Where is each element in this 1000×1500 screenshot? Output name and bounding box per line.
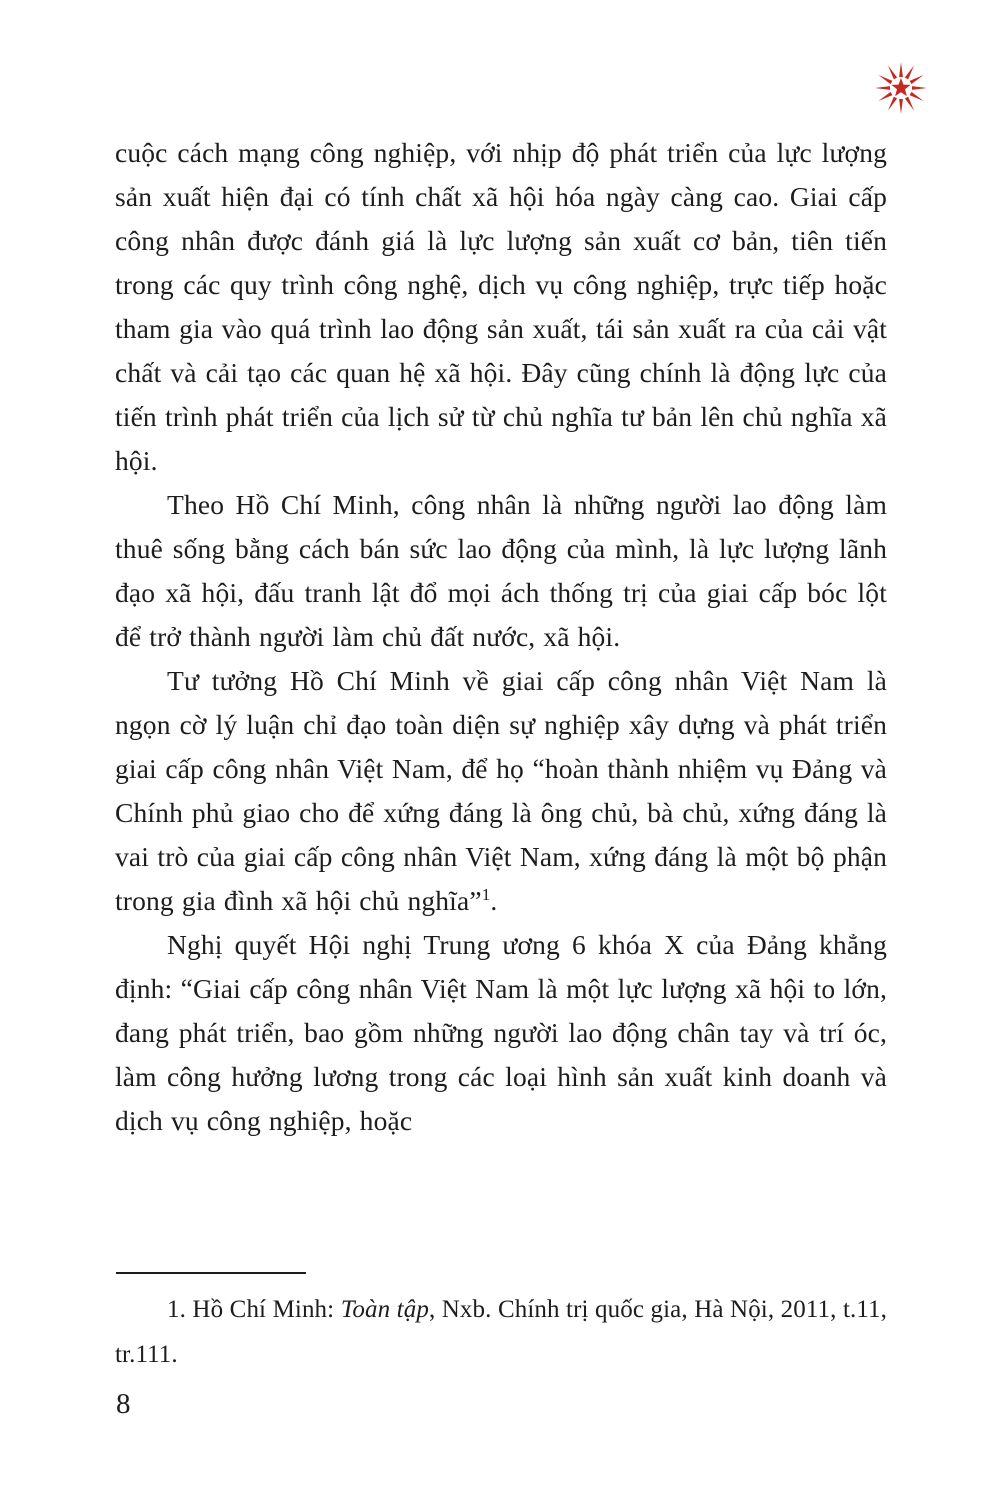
emblem-svg: [874, 58, 928, 118]
paragraph-3: [115, 659, 887, 923]
body-text: [115, 131, 887, 1143]
page-number: 8: [116, 1388, 131, 1420]
footnote: [115, 1287, 887, 1377]
paragraph-1: cuộc cách mạng công nghiệp, với nhịp độ phát triển của lực lượng sản xuất hiện đại có tính chất xã hội hóa ngày càng cao. Giai cấp công nhân được đánh giá là lực lượng sản xuất cơ bản, tiên tiến trong các quy trình công nghệ, dịch vụ công nghiệp, trực tiếp hoặc tham gia vào quá trình lao động sản xuất, tái sản xuất ra của cải vật chất và cải tạo các quan hệ xã hội. Đây cũng chính là động lực của tiến trình phát triển của lịch sử từ chủ nghĩa tư bản lên chủ nghĩa xã hội.: [115, 137, 887, 476]
paragraph-4: Nghị quyết Hội nghị Trung ương 6 khóa X của Đảng khẳng định: “Giai cấp công nhân Việt Nam là một lực lượng xã hội to lớn, đang phát triển, bao gồm những người lao động chân tay và trí óc, làm công hưởng lương trong các loại hình sản xuất kinh doanh và dịch vụ công nghiệp, hoặc: [115, 929, 887, 1136]
footnote-divider: [116, 1272, 306, 1274]
paragraph-3-tail: .: [490, 885, 498, 916]
footnote-text-tail: , Nxb. Chính trị quốc gia, Hà Nội, 2011, t.11, tr.111.: [115, 1296, 888, 1368]
footnote-reference-mark: 1: [481, 884, 491, 904]
footnote-title-italic: Toàn tập: [340, 1296, 429, 1323]
paragraph-2: Theo Hồ Chí Minh, công nhân là những người lao động làm thuê sống bằng cách bán sức lao động của mình, là lực lượng lãnh đạo xã hội, đấu tranh lật đổ mọi ách thống trị của giai cấp bóc lột để trở thành người làm chủ đất nước, xã hội.: [115, 489, 887, 652]
publisher-emblem-icon: [874, 58, 928, 118]
footnote-text-lead: 1. Hồ Chí Minh:: [167, 1296, 341, 1323]
paragraph-3-text: Tư tưởng Hồ Chí Minh về giai cấp công nhân Việt Nam là ngọn cờ lý luận chỉ đạo toàn diện sự nghiệp xây dựng và phát triển giai cấp công nhân Việt Nam, để họ “hoàn thành nhiệm vụ Đảng và Chính phủ giao cho để xứng đáng là ông chủ, bà chủ, xứng đáng là vai trò của giai cấp công nhân Việt Nam, xứng đáng là một bộ phận trong gia đình xã hội chủ nghĩa”: [115, 665, 887, 916]
